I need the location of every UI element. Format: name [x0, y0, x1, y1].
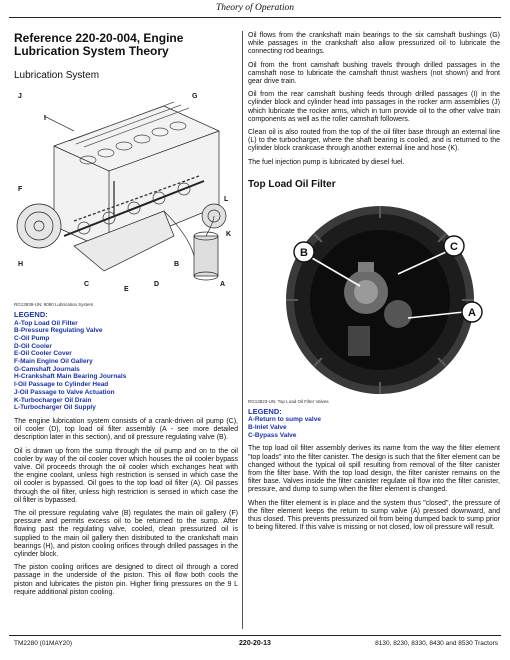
legend-item: F-Main Engine Oil Gallery — [14, 358, 93, 366]
svg-text:G: G — [192, 93, 198, 100]
svg-text:K: K — [226, 231, 232, 238]
legend-lubrication — [14, 311, 238, 412]
footer-models: 8130, 8230, 8330, 8430 and 8530 Tractors — [375, 640, 498, 647]
legend-item: C-Bypass Valve — [248, 431, 297, 439]
callout-b: B — [300, 246, 308, 259]
running-header-title: Theory of Operation — [215, 3, 295, 13]
header-rule — [9, 17, 501, 18]
svg-text:H: H — [18, 261, 24, 268]
svg-text:L: L — [224, 196, 229, 203]
legend-item: H-Crankshaft Main Bearing Journals — [14, 373, 127, 381]
legend-item: I-Oil Passage to Cylinder Head — [14, 381, 109, 389]
legend-filter — [248, 408, 500, 440]
figure-caption-filter: RG13823-UN: Top Load Oil Filter Valves — [248, 398, 329, 404]
body-paragraph: Oil from the front camshaft bushing travels through drilled passages in the camshaft nose to lubricate the camshaft thrust washers (not shown) and front gear drive train. — [248, 61, 500, 86]
body-paragraph: The fuel injection pump is lubricated by diesel fuel. — [248, 158, 405, 166]
legend-item: C-Oil Pump — [14, 334, 50, 342]
legend-item: G-Camshaft Journals — [14, 365, 80, 373]
subsection-title-top-load-filter: Top Load Oil Filter — [248, 178, 336, 190]
legend-item: A-Return to sump valve — [248, 416, 321, 424]
body-paragraph: Clean oil is also routed from the top of the oil filter base through an external line (L) to the turbocharger, where the shaft bearing is cooled, and is returned to the cylinder block crankcase through another external line and hose (K). — [248, 129, 500, 153]
svg-text:F: F — [18, 186, 23, 193]
section-title: Reference 220-20-004, Engine Lubrication System Theory — [14, 31, 184, 58]
column-divider — [242, 31, 243, 629]
body-paragraph: The top load oil filter assembly derives its name from the way the filter element "top loads" into the filter canister. The design is such that the filter element can be changed without the typical oil spill resulting from removal of the filter canister from the filter base. With the top load design, the filter canister remains on the filter base. Valves inside the filter canister regulate oil flow into the filter canister, pressure, and dump to sump when the filter element is changed. — [248, 445, 500, 494]
left-column — [14, 32, 238, 602]
svg-text:I: I — [44, 115, 46, 122]
svg-text:J: J — [18, 93, 22, 100]
top-load-oil-filter-photo — [248, 196, 496, 396]
callout-a: A — [468, 306, 476, 319]
body-paragraph: The piston cooling orifices are designed to direct oil through a cored passage in the underside of the piston. This oil flow both cools the piston and lubricates the piston pin. Higher firing pressures on the 9 L require additional piston cooling. — [14, 564, 238, 596]
legend-item: B-Inlet Valve — [248, 424, 287, 432]
svg-text:D: D — [154, 281, 160, 288]
body-paragraph: Oil from the rear camshaft bushing feeds through drilled passages (I) in the cylinder block and cylinder head into passages in the rocker arm assemblies (J) which lubricate the rocker arms, which in turn provide oil to the other valve train components as well as the roller camshaft followers. — [248, 91, 500, 123]
svg-text:E: E — [124, 286, 129, 293]
legend-item: A-Top Load Oil Filter — [14, 319, 78, 327]
footer-page-number: 220-20-13 — [239, 640, 271, 647]
legend-item: L-Turbocharger Oil Supply — [14, 404, 96, 412]
subsection-title-lubrication: Lubrication System — [14, 70, 100, 81]
body-paragraph: When the filter element is in place and the system thus "closed", the pressure of the filter element keeps the return to sump valve (A) pressed downward, and thus closed. This prevents pressurized oil from being dumped back to sump prior to being filtered. If this valve is missing or not closed, low oil pressure will result. — [248, 499, 500, 532]
legend-item: K-Turbocharger Oil Drain — [14, 396, 92, 404]
body-paragraph: The engine lubrication system consists of a crank-driven oil pump (C), oil cooler (D), top load oil filter assembly (A - see more detailed description later in this section), and oil pressure regulating valve (B). — [14, 417, 238, 442]
body-paragraph: The oil pressure regulating valve (B) regulates the main oil gallery (F) pressure and permits excess oil to be returned to the sump. After flowing past the regulating valve, cooled, clean pressurized oil is supplied to the main oil gallery then distributed to the crankshaft main bearings (H), and piston cooling orifices through drilled passages in the cylinder block. — [14, 509, 238, 558]
right-column — [248, 32, 500, 537]
body-paragraph: Oil flows from the crankshaft main bearings to the six camshaft bushings (G) while passages in the crankshaft also allow pressurized oil to lubricate the connecting rod bearings. — [248, 32, 500, 56]
legend-title: LEGEND: — [248, 406, 282, 416]
svg-text:C: C — [84, 281, 90, 288]
footer-rule — [9, 635, 501, 636]
body-paragraph: Oil is drawn up from the sump through the oil pump and on to the oil cooler by way of the oil cooler cover which houses the oil cooler bypass valve. Oil proceeds through the oil cooler which exchanges heat with the engine coolant, unless high restriction is sensed in which case the oil cooler is bypassed. Oil goes to the top load oil filter (A). Oil passes through the oil filter, unless high restriction is sensed in which case the oil filter is bypassed. — [14, 447, 238, 504]
svg-text:B: B — [174, 261, 180, 268]
callout-c: C — [450, 240, 458, 253]
legend-item: J-Oil Passage to Valve Actuation — [14, 388, 115, 396]
engine-lubrication-illustration — [14, 86, 237, 299]
legend-item: E-Oil Cooler Cover — [14, 350, 72, 358]
legend-item: B-Pressure Regulating Valve — [14, 327, 103, 335]
legend-item: D-Oil Cooler — [14, 342, 52, 350]
svg-text:A: A — [220, 281, 226, 288]
figure-caption-lubrication: RG13939-UN: 9090 Lubrication System — [14, 302, 94, 307]
footer-doc-id: TM2280 (01MAY20) — [14, 640, 73, 647]
legend-title: LEGEND: — [14, 310, 48, 319]
